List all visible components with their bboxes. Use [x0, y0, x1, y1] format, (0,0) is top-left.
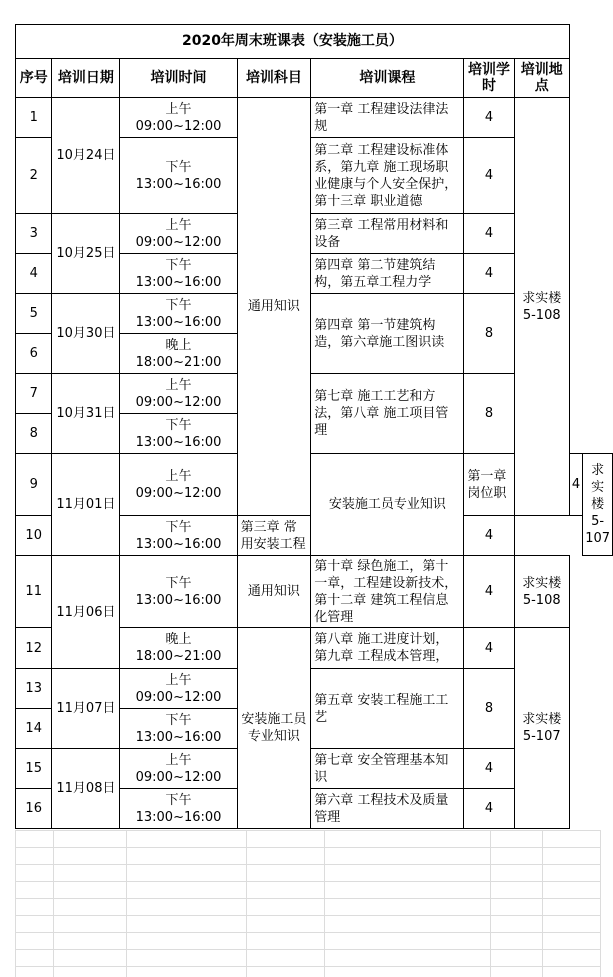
row-number: 15: [16, 749, 52, 789]
time-cell: [120, 709, 237, 749]
date-cell: 11月07日: [52, 669, 120, 749]
subject-cell: 安装施工员专业知识: [311, 454, 464, 556]
time-period: 下午: [165, 575, 192, 591]
subject-cell: 安装施工员专业知识: [237, 628, 311, 829]
gridline-vertical: [53, 830, 54, 977]
row-number: 1: [16, 98, 52, 138]
time-range: 09:00~12:00: [135, 234, 222, 250]
header-hours: 培训学时: [464, 59, 514, 98]
row-number: 13: [16, 669, 52, 709]
time-period: 下午: [165, 297, 192, 313]
time-period: 晚上: [165, 632, 192, 647]
hours-cell: 8: [464, 669, 514, 749]
gridline-vertical: [542, 830, 543, 977]
time-period: 晚上: [165, 337, 192, 353]
hours-cell: 4: [464, 516, 514, 556]
header-subject: 培训科目: [237, 59, 311, 98]
time-period: 下午: [165, 159, 192, 175]
date-cell: 11月01日: [52, 454, 120, 556]
time-range: 13:00~16:00: [135, 274, 222, 290]
hours-cell: 4: [464, 98, 514, 138]
location-cell: 求实楼5-108: [514, 98, 569, 516]
time-period: 上午: [165, 468, 192, 484]
course-cell: 第六章 工程技术及质量管理: [311, 789, 464, 829]
location-cell: 求实楼5-107: [514, 628, 569, 829]
gridline-vertical: [490, 830, 491, 977]
time-period: 上午: [165, 101, 192, 117]
row-number: 11: [16, 556, 52, 628]
course-cell: 第七章 安全管理基本知识: [311, 749, 464, 789]
time-range: 09:00~12:00: [135, 485, 222, 501]
header-date: 培训日期: [52, 59, 120, 98]
gridline-vertical: [15, 830, 16, 977]
gridline-horizontal: [15, 949, 600, 950]
schedule-table: [15, 24, 613, 829]
time-range: 09:00~12:00: [135, 394, 222, 410]
time-cell: [120, 254, 237, 294]
hours-cell: 4: [464, 138, 514, 214]
gridline-horizontal: [15, 881, 600, 882]
hours-cell: 4: [569, 454, 582, 516]
row-number: 5: [16, 294, 52, 334]
header-course: 培训课程: [311, 59, 464, 98]
row-number: 3: [16, 214, 52, 254]
row-number: 16: [16, 789, 52, 829]
row-number: 4: [16, 254, 52, 294]
time-cell: [120, 669, 237, 709]
time-cell: [120, 628, 237, 669]
hours-cell: 8: [464, 294, 514, 374]
course-cell: 第十章 绿色施工，第十一章，工程建设新技术，第十二章 建筑工程信息化管理: [311, 556, 464, 628]
header-no: 序号: [16, 59, 52, 98]
row-number: 2: [16, 138, 52, 214]
gridline-horizontal: [15, 864, 600, 865]
time-cell: [120, 294, 237, 334]
row-number: 8: [16, 414, 52, 454]
time-range: 09:00~12:00: [135, 118, 222, 134]
row-number: 7: [16, 374, 52, 414]
time-cell: [120, 454, 237, 516]
time-cell: [120, 138, 237, 214]
gridline-horizontal: [15, 966, 600, 967]
gridline-horizontal: [15, 915, 600, 916]
time-range: 18:00~21:00: [135, 649, 222, 664]
date-cell: 11月06日: [52, 556, 120, 669]
time-period: 下午: [165, 792, 192, 808]
time-period: 上午: [165, 672, 192, 688]
hours-cell: 8: [464, 374, 514, 454]
time-range: 09:00~12:00: [135, 769, 222, 785]
time-range: 18:00~21:00: [135, 354, 222, 370]
time-range: 13:00~16:00: [135, 729, 222, 745]
gridline-horizontal: [15, 932, 600, 933]
course-cell: 第一章 工程建设法律法规: [311, 98, 464, 138]
time-cell: [120, 789, 237, 829]
hours-cell: 4: [464, 254, 514, 294]
hours-cell: 4: [464, 214, 514, 254]
gridline-horizontal: [15, 847, 600, 848]
gridline-vertical: [246, 830, 247, 977]
time-range: 13:00~16:00: [135, 809, 222, 825]
time-period: 上午: [165, 752, 192, 768]
course-cell: 第二章 工程建设标准体系，第九章 施工现场职业健康与个人安全保护，第十三章 职业道德: [311, 138, 464, 214]
time-period: 下午: [165, 417, 192, 433]
time-cell: [120, 374, 237, 414]
row-number: 12: [16, 628, 52, 669]
time-range: 13:00~16:00: [135, 434, 222, 450]
course-cell: 第八章 施工进度计划，第九章 工程成本管理，: [311, 628, 464, 669]
time-cell: [120, 556, 237, 628]
row-number: 10: [16, 516, 52, 556]
time-cell: [120, 334, 237, 374]
header-time: 培训时间: [120, 59, 237, 98]
date-cell: 10月31日: [52, 374, 120, 454]
time-cell: [120, 516, 237, 556]
date-cell: 10月30日: [52, 294, 120, 374]
row-number: 14: [16, 709, 52, 749]
time-period: 上午: [165, 377, 192, 393]
gridline-vertical: [324, 830, 325, 977]
location-cell: 求实楼5-108: [514, 556, 569, 628]
time-period: 下午: [165, 712, 192, 728]
hours-cell: 4: [464, 628, 514, 669]
subject-cell: 通用知识: [237, 98, 311, 516]
time-range: 13:00~16:00: [135, 536, 222, 552]
date-cell: 10月24日: [52, 98, 120, 214]
gridline-horizontal: [15, 898, 600, 899]
hours-cell: 4: [464, 789, 514, 829]
course-cell: 第三章 常用安装工程: [237, 516, 311, 556]
header-location: 培训地点: [514, 59, 569, 98]
course-cell: 第七章 施工工艺和方法，第八章 施工项目管理: [311, 374, 464, 454]
gridline-vertical: [126, 830, 127, 977]
time-range: 13:00~16:00: [135, 314, 222, 330]
gridline-vertical: [600, 830, 601, 977]
course-cell: 第五章 安装工程施工工艺: [311, 669, 464, 749]
location-cell: 求实楼5-107: [583, 454, 613, 556]
date-cell: 11月08日: [52, 749, 120, 829]
row-number: 9: [16, 454, 52, 516]
course-cell: 第四章 第一节建筑构造，第六章施工图识读: [311, 294, 464, 374]
time-period: 下午: [165, 519, 192, 535]
time-range: 13:00~16:00: [135, 176, 222, 192]
date-cell: 10月25日: [52, 214, 120, 294]
row-number: 6: [16, 334, 52, 374]
course-cell: 第一章 岗位职: [464, 454, 514, 516]
hours-cell: 4: [464, 749, 514, 789]
course-cell: 第三章 工程常用材料和设备: [311, 214, 464, 254]
gridline-horizontal: [15, 830, 600, 831]
table-title: 2020年周末班课表（安装施工员）: [16, 25, 570, 59]
time-period: 下午: [165, 257, 192, 273]
course-cell: 第四章 第二节建筑结构，第五章工程力学: [311, 254, 464, 294]
time-range: 13:00~16:00: [135, 592, 222, 608]
hours-cell: 4: [464, 556, 514, 628]
time-range: 09:00~12:00: [135, 689, 222, 705]
time-cell: [120, 749, 237, 789]
time-period: 上午: [165, 217, 192, 233]
time-cell: [120, 214, 237, 254]
time-cell: [120, 98, 237, 138]
time-cell: [120, 414, 237, 454]
subject-cell: 通用知识: [237, 556, 311, 628]
